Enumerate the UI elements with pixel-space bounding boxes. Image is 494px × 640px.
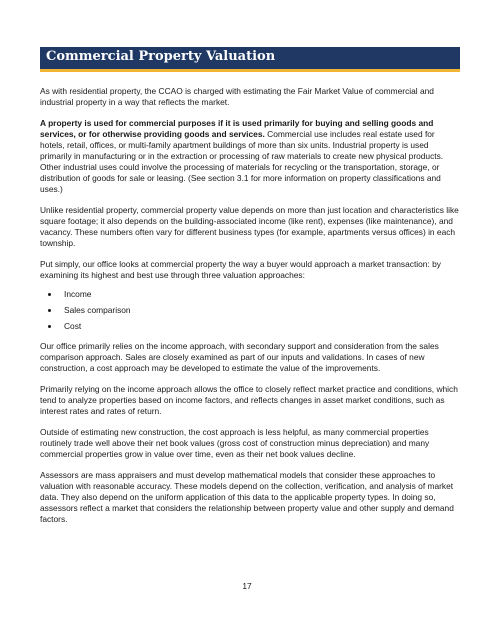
approaches-list (40, 289, 460, 332)
commercial-definition-bold: A property is used for commercial purposes if it is used primarily for buying and selling goods and services, or for otherwise providing goods and services. (40, 118, 434, 139)
list-item: • Sales comparison (60, 305, 460, 316)
paragraph-approaches-intro: Put simply, our office looks at commercial property the way a buyer would approach a market transaction: by examining its highest and best use through three valuation approaches: (40, 259, 441, 280)
section-header-bar (40, 47, 460, 72)
paragraph-intro: As with residential property, the CCAO is charged with estimating the Fair Market Value of commercial and industrial property in a way that reflects the market. (40, 86, 434, 107)
page-number: 17 (242, 581, 252, 591)
section-title: Commercial Property Valuation (46, 49, 276, 64)
paragraph-mass-appraisers: Assessors are mass appraisers and must develop mathematical models that consider these approaches to valuation with reasonable accuracy. These models depend on the collection, verification, and analysis of market data. They also depend on the uniform application of this data to the applicable property types. In doing so, assessors reflect a market that considers the relationship between property value and other supply and demand factors. (40, 470, 454, 524)
paragraph-cost-approach: Outside of estimating new construction, the cost approach is less helpful, as many commercial properties routinely trade well above their net book values (gross cost of construction minus depreciation) and many commercial properties grow in value over time, even as their net book values decline. (40, 427, 430, 459)
list-item: • Cost (60, 321, 460, 332)
paragraph-value-factors: Unlike residential property, commercial property value depends on more than just location and characteristics like square footage; it also depends on the building-associated income (like rent), expenses (like maintenance), and vacancy. These numbers often vary for different business types (for example, apartments versus offices) in each township. (40, 205, 459, 248)
body-content (40, 86, 460, 535)
paragraph-commercial-definition (40, 118, 460, 195)
list-item: • Income (60, 289, 460, 300)
commercial-definition-rest: Commercial use includes real estate used for hotels, retail, offices, or multi-family apartment buildings of more than six units. Industrial property is used primarily in manufacturing or in the extraction or processing of raw materials to create new physical products. Other industrial uses could involve the processing of materials for recycling or the transportation, storage, or distribution of goods for sale or leasing. (See section 3.1 for more information on property classifications and uses.) (40, 129, 444, 194)
paragraph-income-primary: Our office primarily relies on the income approach, with secondary support and consideration from the sales comparison approach. Sales are closely examined as part of our inputs and validations. In cases of new construction, a cost approach may be developed to estimate the value of the improvements. (40, 341, 439, 373)
paragraph-market-practice: Primarily relying on the income approach allows the office to closely reflect market practice and conditions, which tend to analyze properties based on income factors, and reflects changes in asset market conditions, such as interest rates and rates of return. (40, 384, 458, 416)
